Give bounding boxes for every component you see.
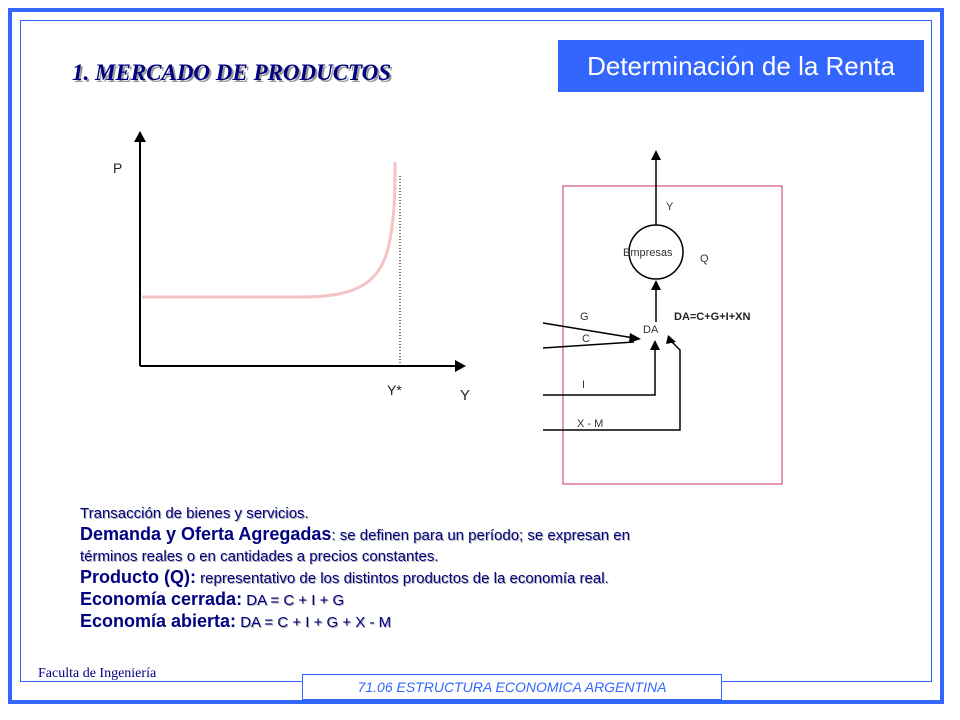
section-heading: 1. MERCADO DE PRODUCTOS [72, 60, 392, 85]
input-i-arrowhead [650, 340, 660, 350]
body-text [80, 503, 780, 633]
term-open-economy: Economía abierta: [80, 611, 237, 631]
output-arrowhead [651, 150, 661, 160]
term-product: Producto (Q): [80, 567, 196, 587]
term-demand-supply: Demanda y Oferta Agregadas [80, 524, 332, 544]
demand-equation: DA=C+G+I+XN [674, 311, 751, 323]
def-product: representativo de los distintos productos de la economía real. [195, 570, 609, 587]
firms-label: Empresas [623, 247, 673, 259]
x-axis-label: Y [460, 387, 471, 404]
demand-flow-diagram [543, 150, 782, 484]
term-closed-economy: Economía cerrada: [80, 589, 243, 609]
input-i-label: I [582, 379, 586, 391]
input-g-label: G [580, 311, 589, 323]
text-line-product [80, 567, 780, 589]
slide-title: Determinación de la Renta [558, 40, 924, 92]
y-axis-label: P [113, 160, 123, 176]
supply-curve [142, 162, 395, 297]
text-line-transaction: Transacción de bienes y servicios. [80, 505, 309, 522]
footer-course: 71.06 ESTRUCTURA ECONOMICA ARGENTINA [302, 674, 722, 700]
text-line-demand-supply [80, 524, 780, 546]
text-line-real-terms: términos reales o en cantidades a precios constantes. [80, 548, 439, 565]
footer-institution: Faculta de Ingeniería [38, 666, 157, 681]
text-line-open-economy [80, 611, 780, 633]
full-output-label: Y* [387, 382, 402, 398]
demand-arrowhead [651, 280, 661, 290]
demand-label: DA [643, 324, 659, 336]
input-xm-arrow [543, 342, 680, 430]
eq-open-economy: DA = C + I + G + X - M [236, 614, 392, 631]
product-label: Q [700, 253, 709, 265]
output-label: Y [666, 201, 674, 213]
eq-closed-economy: DA = C + I + G [242, 592, 345, 609]
input-c-label: C [582, 333, 590, 345]
text-line-closed-economy [80, 589, 780, 611]
y-axis-arrowhead [134, 131, 146, 142]
supply-graph [113, 131, 470, 404]
input-xm-label: X - M [577, 418, 604, 430]
def-demand-supply: : se definen para un período; se expresan en [331, 527, 630, 544]
input-xm-arrowhead [666, 335, 676, 344]
input-i-arrow [543, 348, 655, 395]
x-axis-arrowhead [455, 360, 466, 372]
